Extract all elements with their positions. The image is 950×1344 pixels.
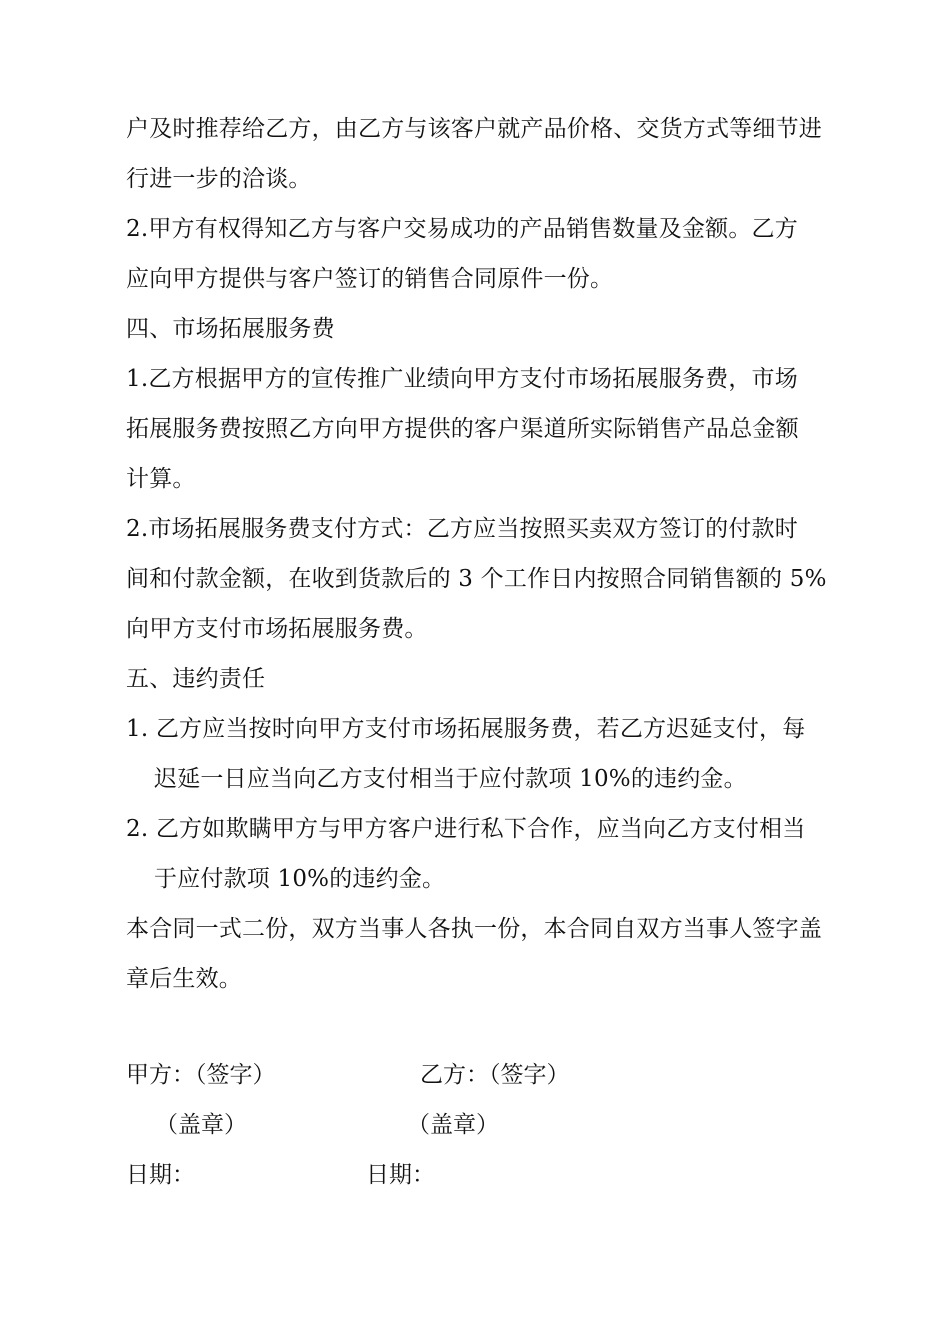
body-line: 间和付款金额，在收到货款后的 3 个工作日内按照合同销售额的 5%: [126, 566, 827, 592]
party-b-sign-label: 乙方：（签字）: [420, 1062, 570, 1088]
body-line: 于应付款项 10%的违约金。: [154, 866, 446, 892]
body-line: 迟延一日应当向乙方支付相当于应付款项 10%的违约金。: [154, 766, 747, 792]
body-line: 向甲方支付市场拓展服务费。: [126, 616, 428, 642]
body-line: 本合同一式二份，双方当事人各执一份，本合同自双方当事人签字盖: [126, 916, 822, 942]
body-line: 拓展服务费按照乙方向甲方提供的客户渠道所实际销售产品总金额: [126, 416, 799, 442]
party-b-seal-label: （盖章）: [407, 1112, 499, 1138]
contract-body: [126, 104, 826, 1004]
body-line: 计算。: [126, 466, 196, 492]
body-line: 户及时推荐给乙方，由乙方与该客户就产品价格、交货方式等细节进: [126, 116, 822, 142]
body-line: 2. 乙方如欺瞒甲方与甲方客户进行私下合作，应当向乙方支付相当: [126, 816, 806, 842]
party-b-date-label: 日期：: [366, 1162, 435, 1188]
body-line: 1. 乙方应当按时向甲方支付市场拓展服务费，若乙方迟延支付，每: [126, 716, 806, 742]
body-line: 1.乙方根据甲方的宣传推广业绩向甲方支付市场拓展服务费，市场: [126, 366, 798, 392]
party-a-sign-label: 甲方：（签字）: [126, 1062, 276, 1088]
body-line: 应向甲方提供与客户签订的销售合同原件一份。: [126, 266, 614, 292]
body-line: 2.市场拓展服务费支付方式：乙方应当按照买卖双方签订的付款时: [126, 516, 798, 542]
party-a-date-label: 日期：: [126, 1162, 195, 1188]
section-heading: 四、市场拓展服务费: [126, 316, 335, 342]
section-heading: 五、违约责任: [126, 666, 266, 692]
party-a-seal-label: （盖章）: [155, 1112, 247, 1138]
body-line: 章后生效。: [126, 966, 242, 992]
body-line: 行进一步的洽谈。: [126, 166, 312, 192]
body-line: 2.甲方有权得知乙方与客户交易成功的产品销售数量及金额。乙方: [126, 216, 798, 242]
